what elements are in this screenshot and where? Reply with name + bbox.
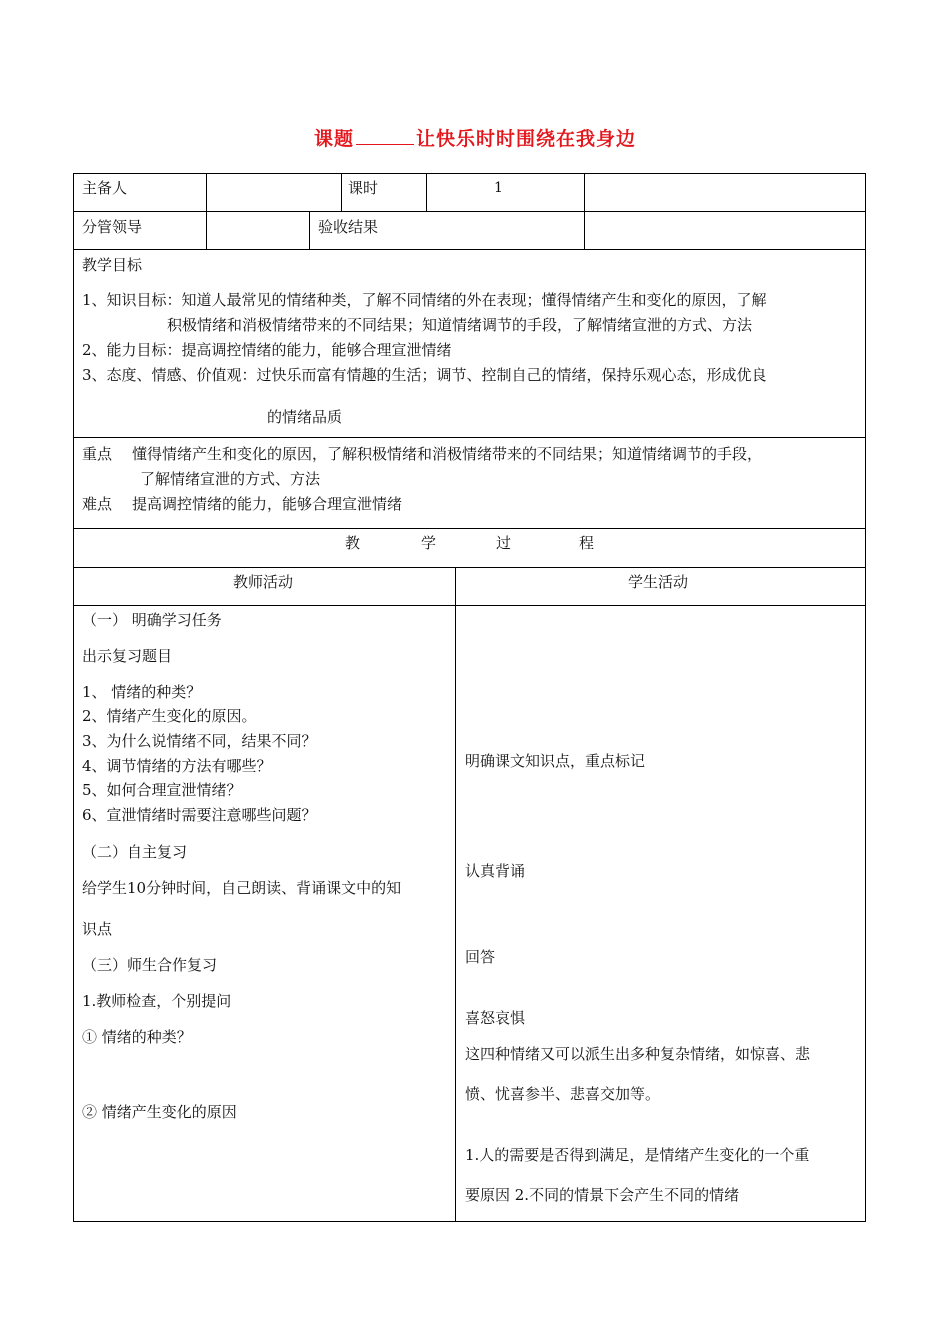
grid-line: [73, 528, 866, 529]
grid-line: [73, 605, 866, 606]
teacher-section-2-line-2: 识点: [82, 920, 113, 938]
review-question-2: 2、情绪产生变化的原因。: [82, 707, 257, 725]
teacher-section-1-sub: 出示复习题目: [82, 647, 173, 665]
lesson-title: [0, 124, 950, 151]
grid-line: [426, 173, 427, 211]
grid-line: [341, 173, 342, 211]
student-activity-3: 回答: [465, 948, 496, 966]
teacher-section-2: （二）自主复习: [82, 843, 188, 861]
title-text: 让快乐时时围绕在我身边: [416, 128, 637, 150]
teacher-column-heading: 教师活动: [233, 573, 294, 591]
key-point-line-1: 懂得情绪产生和变化的原因，了解积极情绪和消极情绪带来的不同结果；知道情绪调节的手段，: [132, 445, 763, 463]
objectives-heading: 教学目标: [82, 256, 143, 274]
check-question-1: ① 情绪的种类？: [82, 1028, 192, 1046]
student-activity-5-line-1: 这四种情绪又可以派生出多种复杂情绪，如惊喜、悲: [465, 1045, 811, 1063]
review-question-4: 4、调节情绪的方法有哪些？: [82, 757, 272, 775]
grid-line: [73, 249, 866, 250]
key-point-line-2: 了解情绪宣泄的方式、方法: [140, 470, 321, 488]
title-prefix: 课题: [313, 128, 354, 150]
objective-1-line-2: 积极情绪和消极情绪带来的不同结果；知道情绪调节的手段，了解情绪宣泄的方式、方法: [167, 316, 753, 334]
grid-line: [455, 567, 456, 1222]
student-activity-6-line-1: 1.人的需要是否得到满足，是情绪产生变化的一个重: [465, 1146, 810, 1164]
student-activity-2: 认真背诵: [465, 862, 526, 880]
grid-line: [73, 211, 866, 212]
grid-line: [73, 437, 866, 438]
grid-line: [584, 173, 585, 249]
objective-2: 2、能力目标：提高调控情绪的能力，能够合理宣泄情绪: [82, 341, 452, 359]
period-value: 1: [494, 180, 503, 196]
student-activity-4: 喜怒哀惧: [465, 1009, 526, 1027]
teacher-section-2-line-1: 给学生10分钟时间，自己朗读、背诵课文中的知: [82, 879, 402, 897]
grid-line: [73, 567, 866, 568]
process-heading-char: 程: [579, 534, 595, 552]
teacher-section-3: （三）师生合作复习: [82, 956, 218, 974]
check-question-2: ② 情绪产生变化的原因: [82, 1103, 237, 1121]
title-blank: [356, 128, 414, 145]
objective-1-line-1: 1、知识目标：知道人最常见的情绪种类，了解不同情绪的外在表现；懂得情绪产生和变化的原因，了解: [82, 291, 767, 309]
review-question-3: 3、为什么说情绪不同，结果不同？: [82, 732, 317, 750]
student-column-heading: 学生活动: [628, 573, 689, 591]
difficulty-text: 提高调控情绪的能力，能够合理宣泄情绪: [132, 495, 403, 513]
grid-line: [309, 211, 310, 249]
objective-3-line-1: 3、态度、情感、价值观：过快乐而富有情趣的生活；调节、控制自己的情绪，保持乐观心态，形成优良: [82, 366, 767, 384]
student-activity-6-line-2: 要原因 2.不同的情景下会产生不同的情绪: [465, 1186, 740, 1204]
process-heading-char: 学: [421, 534, 437, 552]
review-question-1: 1、 情绪的种类？: [82, 683, 202, 701]
teacher-section-1: （一） 明确学习任务: [82, 611, 222, 629]
review-question-5: 5、如何合理宣泄情绪？: [82, 781, 242, 799]
teacher-section-3-sub: 1.教师检查，个别提问: [82, 992, 232, 1010]
period-label: 课时: [348, 179, 379, 197]
grid-line: [206, 173, 207, 249]
process-heading-char: 过: [496, 534, 512, 552]
difficulty-label: 难点: [82, 495, 113, 513]
objective-3-line-2: 的情绪品质: [267, 408, 343, 426]
student-activity-1: 明确课文知识点，重点标记: [465, 752, 646, 770]
preparer-label: 主备人: [82, 179, 128, 197]
process-heading-char: 教: [345, 534, 361, 552]
review-question-6: 6、宣泄情绪时需要注意哪些问题？: [82, 806, 317, 824]
student-activity-5-line-2: 愤、忧喜参半、悲喜交加等。: [465, 1085, 661, 1103]
acceptance-label: 验收结果: [318, 218, 379, 236]
key-point-label: 重点: [82, 445, 113, 463]
supervisor-label: 分管领导: [82, 218, 143, 236]
